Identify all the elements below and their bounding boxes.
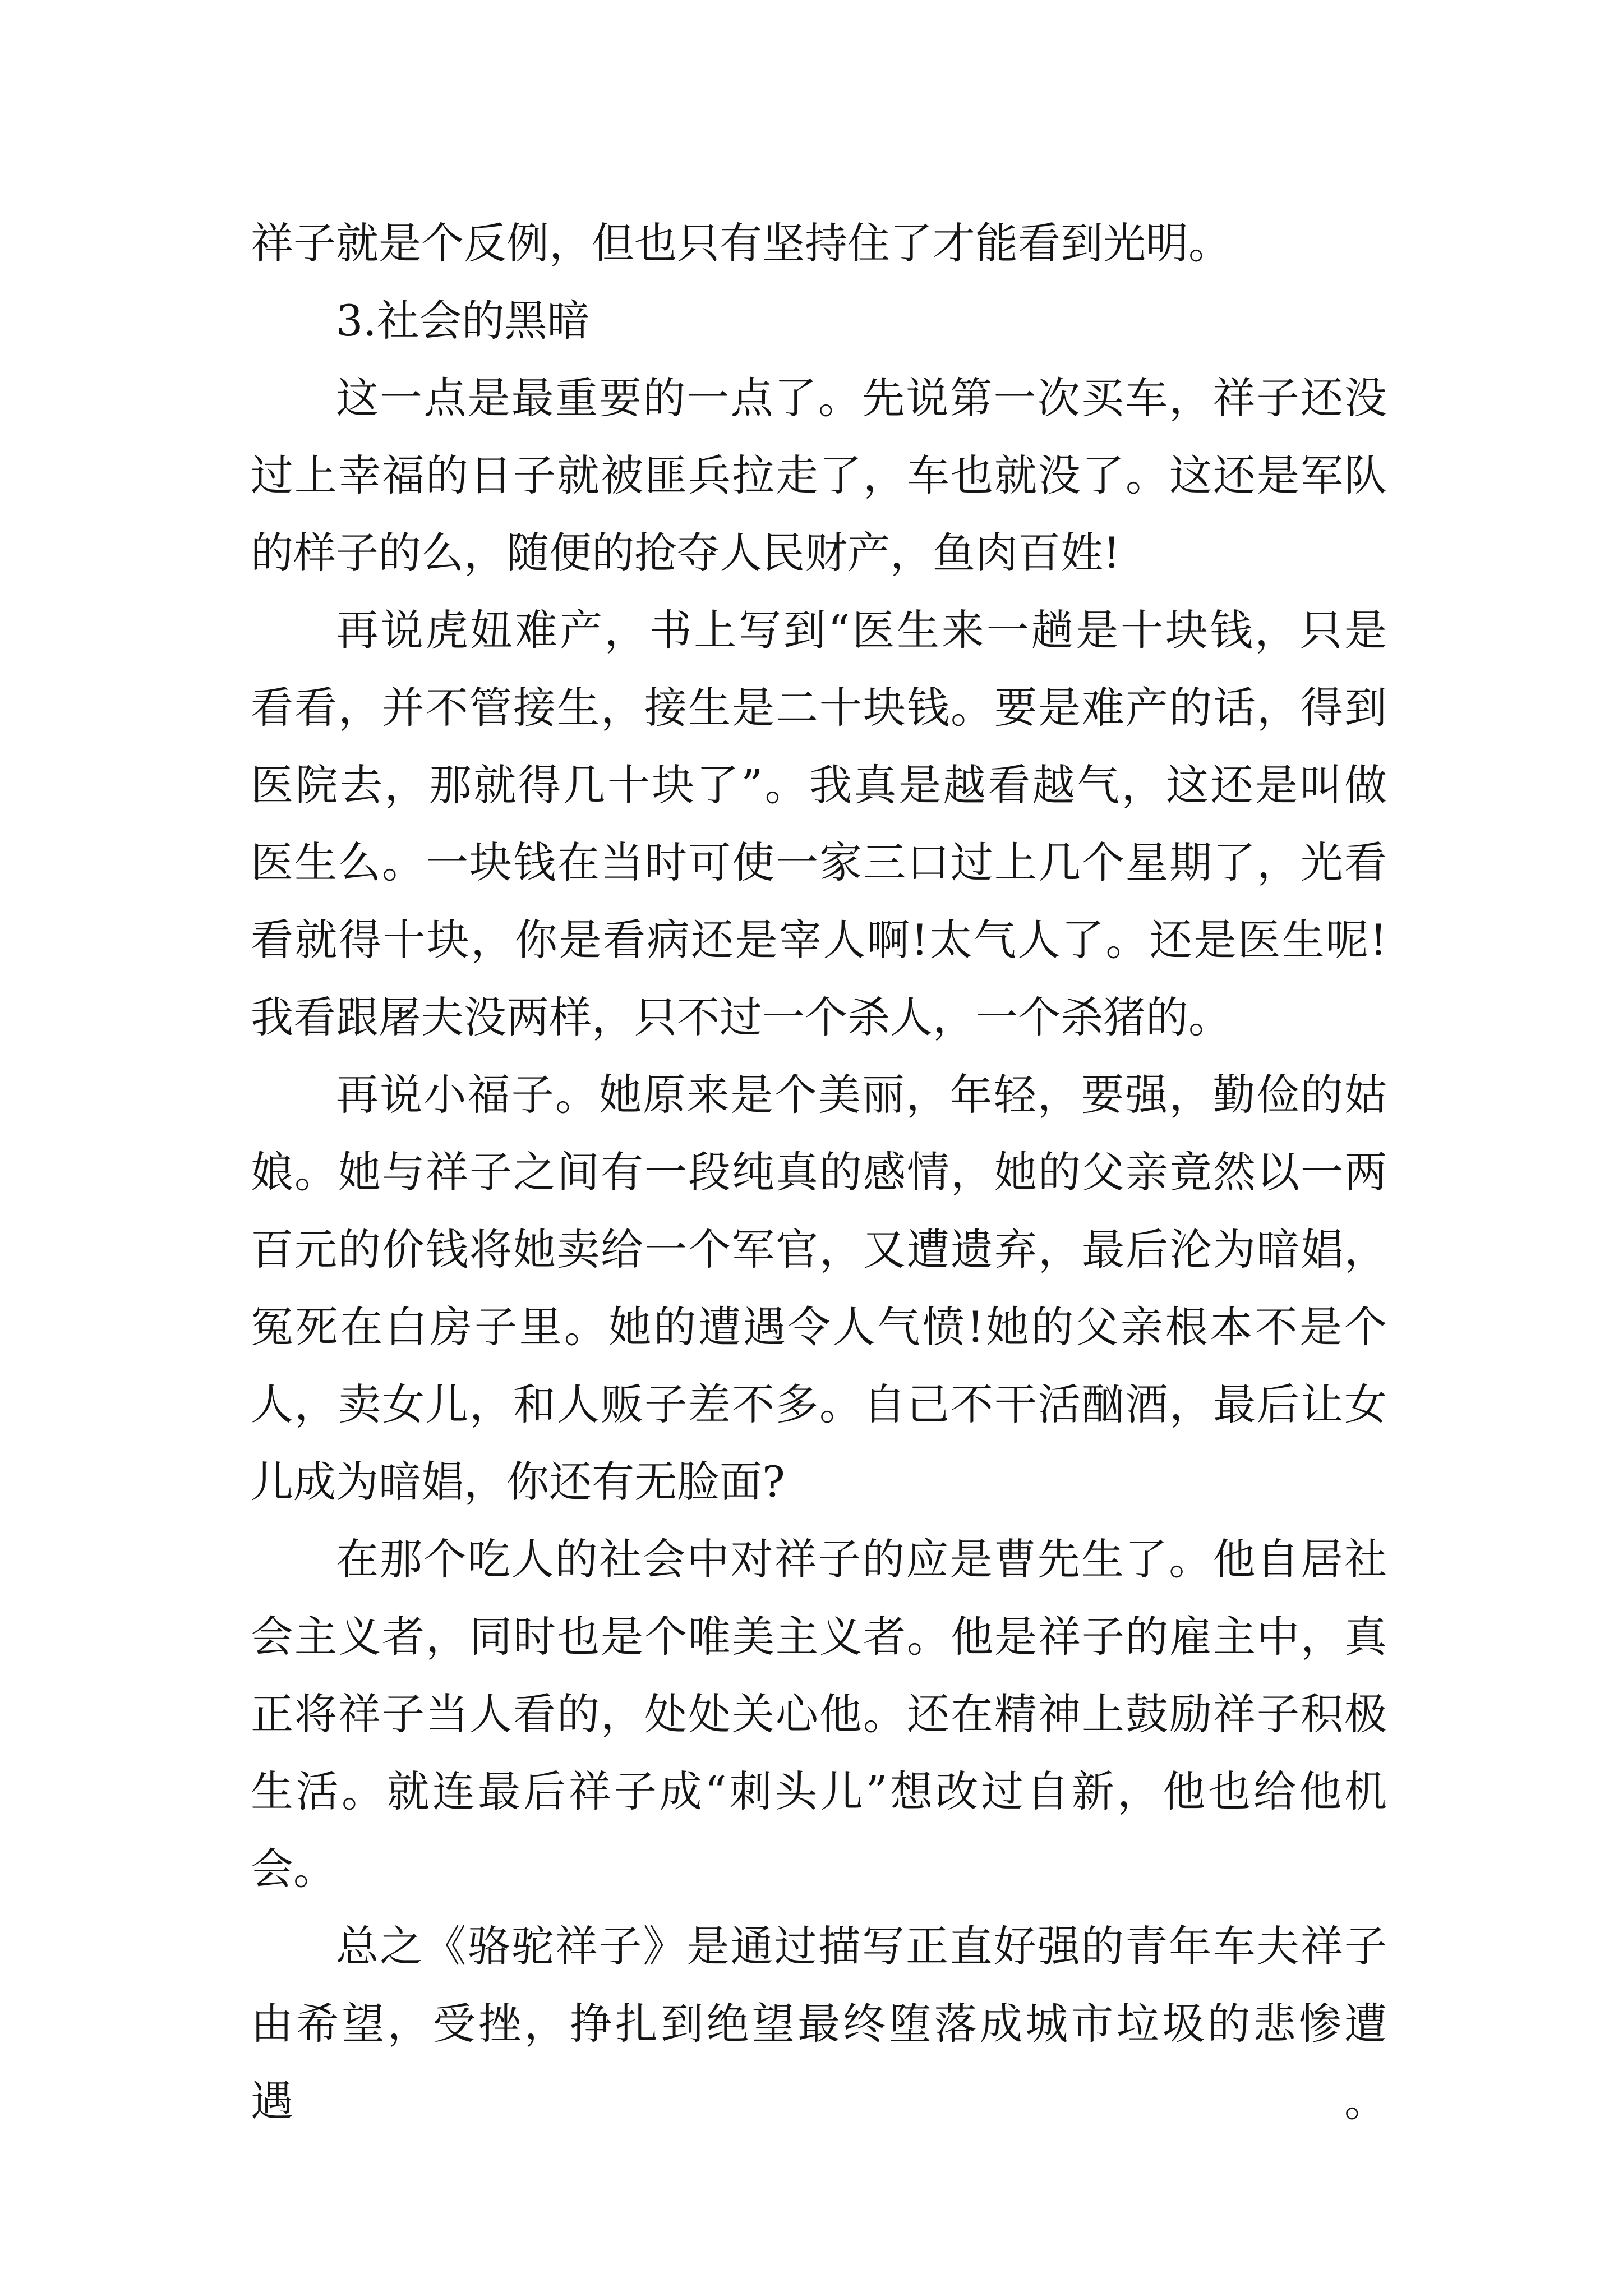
- paragraph: [251, 1056, 1387, 1521]
- text-line: 医院去，那就得几十块了”。我真是越看越气，这还是叫做: [251, 760, 1387, 810]
- text-line: 的样子的么，随便的抢夺人民财产，鱼肉百姓!: [251, 528, 1121, 578]
- text-line: 看看，并不管接生，接生是二十块钱。要是难产的话，得到: [251, 683, 1387, 733]
- text-line: 由希望，受挫，挣扎到绝望最终堕落成城市垃圾的悲惨遭遇。: [251, 1999, 1387, 2126]
- text-line: 我看跟屠夫没两样，只不过一个杀人，一个杀猪的。: [251, 992, 1231, 1042]
- text-line: 正将祥子当人看的，处处关心他。还在精神上鼓励祥子积极: [251, 1689, 1387, 1739]
- paragraph: [251, 1908, 1387, 2126]
- text-line: 再说虎妞难产，书上写到“医生来一趟是十块钱，只是: [336, 605, 1387, 655]
- continued-paragraph: [251, 205, 1387, 282]
- document-page: [251, 205, 1387, 2126]
- text-line: 过上幸福的日子就被匪兵拉走了，车也就没了。这还是军队: [251, 450, 1387, 500]
- section-heading: 3.社会的黑暗: [336, 296, 590, 346]
- text-line: 娘。她与祥子之间有一段纯真的感情，她的父亲竟然以一两: [251, 1147, 1387, 1197]
- text-line: 会。: [251, 1844, 336, 1894]
- text-line: 祥子就是个反例，但也只有坚持住了才能看到光明。: [251, 218, 1231, 268]
- text-line: 会主义者，同时也是个唯美主义者。他是祥子的雇主中，真: [251, 1612, 1387, 1662]
- text-line: 人，卖女儿，和人贩子差不多。自己不干活酗酒，最后让女: [251, 1379, 1387, 1429]
- text-line: 看就得十块，你是看病还是宰人啊!太气人了。还是医生呢!: [251, 915, 1387, 965]
- paragraph: [251, 360, 1387, 592]
- text-line: 冤死在白房子里。她的遭遇令人气愤!她的父亲根本不是个: [251, 1302, 1387, 1352]
- text-line: 再说小福子。她原来是个美丽，年轻，要强，勤俭的姑: [336, 1070, 1387, 1120]
- text-line: 儿成为暗娼，你还有无脸面?: [251, 1457, 785, 1507]
- text-line: 在那个吃人的社会中对祥子的应是曹先生了。他自居社: [336, 1534, 1387, 1584]
- section-heading-block: [251, 282, 1387, 360]
- paragraph: [251, 592, 1387, 1056]
- text-line: 总之《骆驼祥子》是通过描写正直好强的青年车夫祥子: [336, 1921, 1387, 1971]
- text-line: 百元的价钱将她卖给一个军官，又遭遗弃，最后沦为暗娼，: [251, 1225, 1387, 1274]
- text-line: 医生么。一块钱在当时可使一家三口过上几个星期了，光看: [251, 838, 1387, 887]
- text-line: 生活。就连最后祥子成“刺头儿”想改过自新，他也给他机: [251, 1766, 1387, 1816]
- text-line: 这一点是最重要的一点了。先说第一次买车，祥子还没: [336, 373, 1387, 423]
- paragraph: [251, 1521, 1387, 1908]
